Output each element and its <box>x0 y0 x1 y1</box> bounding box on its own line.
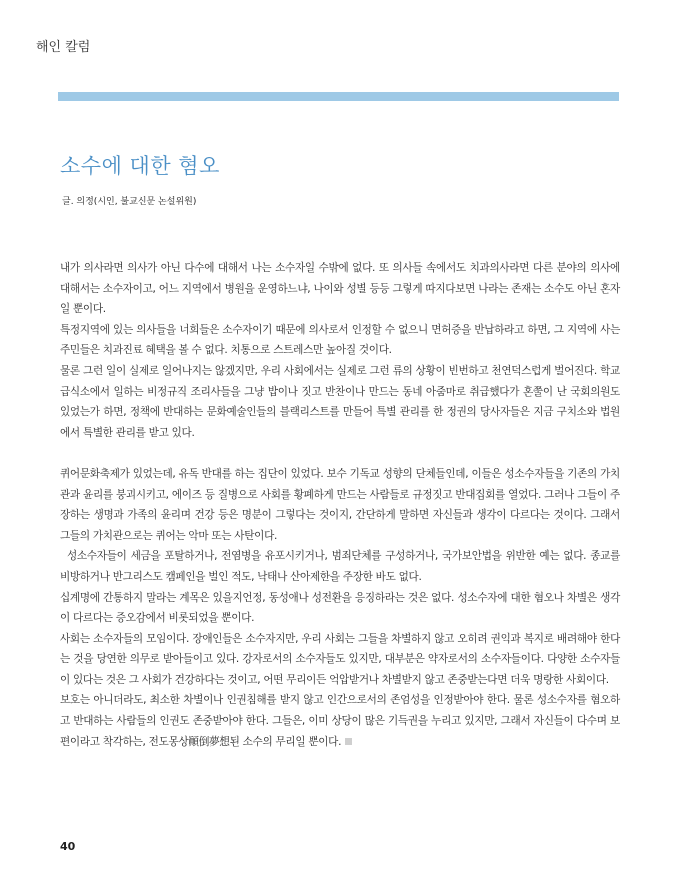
article-byline: 글. 의정(시인, 불교신문 논설위원) <box>62 197 197 207</box>
paragraph-text: 보호는 아니더라도, 최소한 차별이나 인권침해를 받지 않고 인간으로서의 존엄성을 인정받아야 한다. 물론 성소수자를 혐오하고 반대하는 사람들의 인권도 존중받아야 한다. 그들은, 이미 상당이 많은 기득권을 누리고 있지만, 그래서 자신들이 다수며 보편이라고 착각하는, 전도몽상顚倒夢想된 소수의 무리일 뿐이다. <box>60 694 620 748</box>
paragraph: 성소수자들이 세금을 포탈하거나, 전염병을 유포시키거나, 범죄단체를 구성하거나, 국가보안법을 위반한 예는 없다. 종교를 비방하거나 반그리스도 캠페인을 벌인 적도, 낙태나 산아제한을 주장한 바도 없다. <box>60 550 620 583</box>
section-label: 해인 칼럼 <box>36 40 91 55</box>
article-title: 소수에 대한 혐오 <box>60 154 220 178</box>
paragraph: 퀴어문화축제가 있었는데, 유독 반대를 하는 집단이 있었다. 보수 기독교 성향의 단체들인데, 이들은 성소수자들을 기존의 가치관과 윤리를 붕괴시키고, 에이즈 등 질병으로 사회를 황폐하게 만드는 사람들로 규정짓고 반대집회를 열었다. 그러나 그들이 주장하는 생명과 가족의 윤리며 건강 등은 명분이 그렇다는 것이지, 간단하게 말하면 자신들과 생각이 다르다는 것이다. 그래서 그들의 가치관으로는 퀴어는 악마 또는 사탄이다. <box>60 467 620 542</box>
paragraph: 특정지역에 있는 의사들을 너희들은 소수자이기 때문에 의사로서 인정할 수 없으니 면허증을 반납하라고 하면, 그 지역에 사는 주민들은 치과진료 혜택을 볼 수 없다. 치통으로 스트레스만 높아질 것이다. <box>60 323 620 357</box>
paragraph: 사회는 소수자들의 모임이다. 장애인들은 소수자지만, 우리 사회는 그들을 차별하지 않고 오히려 권익과 복지로 배려해야 한다는 것을 당연한 의무로 받아들이고 있다. 강자로서의 소수자들도 있지만, 대부분은 약자로서의 소수자들이다. 다양한 소수자들이 있다는 것은 그 사회가 건강하다는 것이고, 어떤 무리이든 억압받거나 차별받지 않고 존중받는다면 더욱 명랑한 사회이다. <box>60 632 620 686</box>
paragraph: 물론 그런 일이 실제로 일어나지는 않겠지만, 우리 사회에서는 실제로 그런 류의 상황이 빈번하고 천연덕스럽게 벌어진다. 학교 급식소에서 일하는 비정규직 조리사들을 그냥 밥이나 짓고 반찬이나 만드는 동네 아줌마로 취급했다가 혼쭐이 난 국회의원도 있었는가 하면, 정책에 반대하는 문화예술인들의 블랙리스트를 만들어 특별 관리를 한 정권의 당사자들은 지금 구치소와 법원에서 특별한 관리를 받고 있다. <box>60 364 620 439</box>
paragraph: 십계명에 간통하지 말라는 계목은 있을지언정, 동성애나 성전환을 응징하라는 것은 없다. 성소수자에 대한 혐오나 차별은 생각이 다르다는 증오감에서 비롯되었을 뿐이다. <box>60 591 620 625</box>
paragraph-last <box>60 690 620 752</box>
article-body <box>60 258 620 752</box>
header-accent-bar <box>58 92 619 101</box>
paragraph: 내가 의사라면 의사가 아닌 다수에 대해서 나는 소수자일 수밖에 없다. 또 의사들 속에서도 치과의사라면 다른 분야의 의사에 대해서는 소수자이고, 어느 지역에서 병원을 운영하느냐, 나이와 성별 등등 그렇게 따지다보면 나라는 존재는 소수도 아닌 혼자일 뿐이다. <box>60 262 620 316</box>
end-mark-icon <box>345 738 352 745</box>
page-number: 40 <box>60 840 76 853</box>
